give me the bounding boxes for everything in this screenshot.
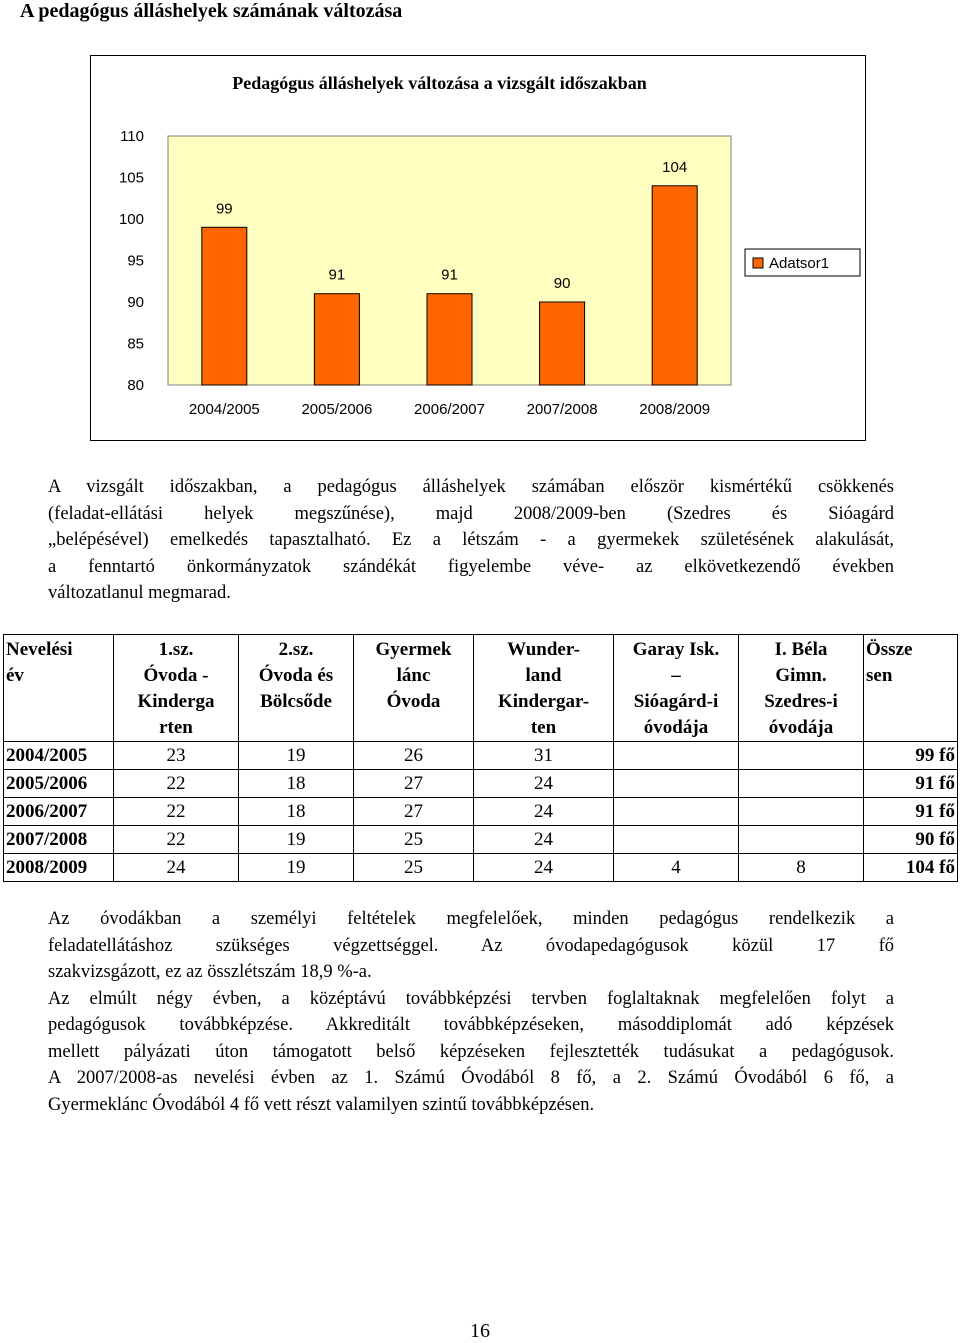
paragraph-line: mellett pályázati úton támogatott belső képzéseken fejlesztették tudásukat a pedagógusok. [48, 1041, 894, 1062]
legend-swatch [753, 258, 763, 268]
y-tick-label: 110 [120, 128, 144, 145]
table-cell: 23 [114, 742, 239, 770]
total-cell: 99 fő [864, 742, 958, 770]
table-cell: 25 [354, 854, 474, 882]
x-tick-label: 2008/2009 [639, 401, 711, 418]
header-line: land [525, 665, 562, 686]
column-header [614, 635, 739, 742]
table-cell: 22 [114, 826, 239, 854]
column-header [354, 635, 474, 742]
page-number: 16 [470, 1320, 490, 1342]
data-label: 104 [662, 158, 688, 176]
table-cell: 24 [114, 854, 239, 882]
header-line: év [6, 665, 24, 686]
table-cell: 31 [474, 742, 614, 770]
header-line: Gimn. [775, 665, 827, 686]
table-cell: 4 [614, 854, 739, 882]
column-header [114, 635, 239, 742]
x-tick-label: 2006/2007 [414, 401, 485, 418]
bar [427, 294, 472, 385]
column-header [474, 635, 614, 742]
table-row [4, 770, 958, 798]
table-cell: 19 [239, 742, 354, 770]
header-line: – [671, 665, 681, 686]
table-cell: 24 [474, 770, 614, 798]
intro-paragraph [48, 474, 894, 607]
section-heading: A pedagógus álláshelyek számának változása [20, 0, 403, 22]
header-line: Össze [866, 639, 913, 660]
paragraph-line: Az óvodákban a személyi feltételek megfelelőek, minden pedagógus rendelkezik a [48, 909, 894, 929]
header-line: I. Béla [774, 639, 828, 660]
table-cell [614, 798, 739, 826]
table-cell: 19 [239, 854, 354, 882]
paragraph-line: változatlanul megmarad. [48, 583, 231, 603]
header-line: Bölcsőde [260, 691, 332, 712]
table-row [4, 826, 958, 854]
table-header-row [4, 635, 958, 742]
year-cell: 2006/2007 [4, 798, 114, 826]
total-cell: 91 fő [864, 770, 958, 798]
header-line: Kindergar- [497, 691, 590, 712]
table-cell [614, 826, 739, 854]
paragraph-line: Gyermeklánc Óvodából 4 fő vett részt valamilyen szintű továbbképzésen. [48, 1094, 595, 1115]
chart-title: Pedagógus álláshelyek változása a vizsgált időszakban [232, 73, 647, 93]
table-cell: 27 [354, 770, 474, 798]
data-label: 90 [553, 275, 571, 292]
table-cell [739, 770, 864, 798]
column-header [864, 635, 958, 742]
table-cell: 24 [474, 854, 614, 882]
y-tick-label: 105 [118, 169, 144, 187]
data-label: 99 [215, 200, 233, 218]
table-cell: 27 [354, 798, 474, 826]
table-cell: 26 [354, 742, 474, 770]
data-label: 91 [441, 266, 458, 284]
header-line: Wunder- [507, 639, 580, 660]
table-row [4, 742, 958, 770]
header-line: Nevelési [6, 639, 73, 660]
paragraph-line: A 2007/2008-as nevelési évben az 1. Számú Óvodából 8 fő, a 2. Számú Óvodából 6 fő, a [48, 1068, 894, 1088]
table-cell: 22 [114, 798, 239, 826]
total-cell: 91 fő [864, 798, 958, 826]
paragraph-line: a fenntartó önkormányzatok szándékát figyelembe véve- az elkövetkezendő években [48, 556, 894, 577]
paragraph-line: pedagógusok továbbképzése. Akkreditált továbbképzéseken, másoddiplomát adó képzések [48, 1015, 894, 1035]
bar [540, 302, 585, 385]
y-tick-label: 85 [127, 335, 144, 353]
table-cell: 18 [239, 770, 354, 798]
header-line: Sióagárd-i [633, 691, 719, 712]
table-row [4, 798, 958, 826]
bar-chart [90, 55, 866, 441]
column-header [4, 635, 114, 742]
year-cell: 2005/2006 [4, 770, 114, 798]
header-line: óvodája [643, 717, 709, 738]
bar [202, 227, 247, 385]
bar [652, 186, 697, 385]
table-cell: 18 [239, 798, 354, 826]
y-tick-label: 100 [118, 211, 144, 228]
header-line: óvodája [768, 717, 834, 738]
header-line: lánc [396, 665, 431, 686]
year-cell: 2004/2005 [4, 742, 114, 770]
header-line: Óvoda és [258, 665, 334, 686]
table-cell: 19 [239, 826, 354, 854]
header-line: Szedres-i [764, 691, 838, 712]
header-line: Garay Isk. [632, 639, 720, 660]
paragraph-line: Az elmúlt négy évben, a középtávú továbbképzési tervben foglaltaknak megfelelően folyt a [48, 988, 894, 1009]
header-line: Gyermek [375, 639, 452, 660]
y-tick-label: 80 [127, 377, 144, 394]
table-cell [739, 798, 864, 826]
table-row [4, 854, 958, 882]
x-tick-label: 2007/2008 [526, 401, 598, 418]
y-tick-label: 95 [127, 252, 144, 270]
paragraph-line: A vizsgált időszakban, a pedagógus álláshelyek számában először kismértékű csökkenés [48, 477, 894, 497]
year-cell: 2007/2008 [4, 826, 114, 854]
table-cell: 24 [474, 826, 614, 854]
header-line: Óvoda - [143, 665, 209, 686]
header-line: Óvoda [386, 691, 441, 712]
header-line: 1.sz. [158, 639, 194, 660]
table-cell [739, 742, 864, 770]
paragraph-line: (feladat-ellátási helyek megszűnése), majd 2008/2009-ben (Szedres és Sióagárd [48, 503, 894, 524]
header-line: sen [866, 665, 893, 686]
x-tick-label: 2005/2006 [301, 401, 373, 418]
table-cell [614, 742, 739, 770]
header-line: Kinderga [137, 691, 215, 712]
chart-svg [91, 56, 865, 440]
year-cell: 2008/2009 [4, 854, 114, 882]
table-cell: 8 [739, 854, 864, 882]
header-line: rten [159, 717, 193, 738]
table-cell [614, 770, 739, 798]
y-tick-label: 90 [127, 294, 144, 311]
table-cell [739, 826, 864, 854]
paragraph-line: feladatellátáshoz szükséges végzettséggel. Az óvodapedagógusok közül 17 fő [48, 935, 894, 956]
table-cell: 22 [114, 770, 239, 798]
header-line: ten [530, 717, 557, 738]
header-line: 2.sz. [278, 639, 314, 660]
paragraph-line: szakvizsgázott, ez az összlétszám 18,9 %-a. [48, 962, 372, 982]
staff-table [3, 634, 958, 882]
table-cell: 25 [354, 826, 474, 854]
total-cell: 104 fő [864, 854, 958, 882]
legend-label: Adatsor1 [769, 255, 830, 272]
x-tick-label: 2004/2005 [188, 401, 260, 418]
data-label: 91 [328, 266, 346, 284]
total-cell: 90 fő [864, 826, 958, 854]
bar [314, 294, 359, 385]
column-header [239, 635, 354, 742]
paragraph-line: „belépésével) emelkedés tapasztalható. Ez a létszám - a gyermekek születésének alakulását, [48, 530, 894, 550]
column-header [739, 635, 864, 742]
table-cell: 24 [474, 798, 614, 826]
staff-paragraph [48, 906, 894, 1118]
